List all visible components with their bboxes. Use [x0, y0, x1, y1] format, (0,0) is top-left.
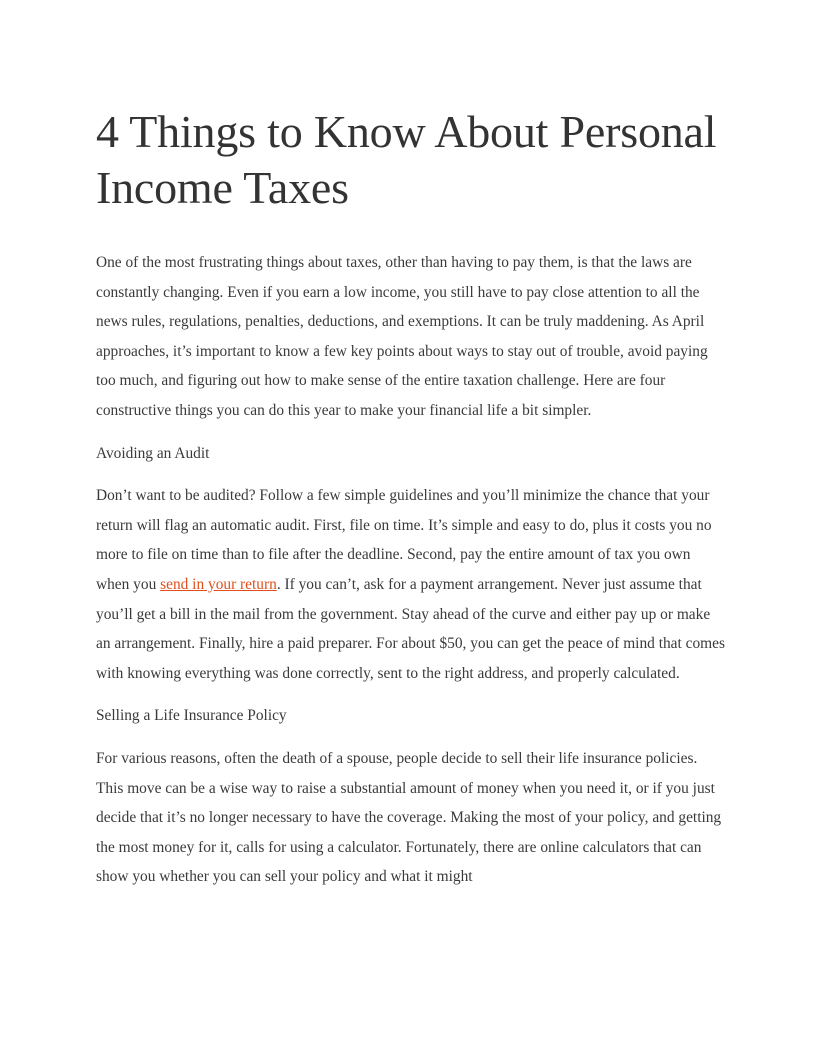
page-title: 4 Things to Know About Personal Income Taxes — [96, 106, 717, 213]
send-in-return-link[interactable]: send in your return — [160, 575, 277, 593]
section-body-life-insurance: For various reasons, often the death of a spouse, people decide to sell their life insurance policies. This move can be a wise way to raise a substantial amount of money when you need it, or if you just decide that it’s no longer necessary to have the coverage. Making the most of your policy, and getting the most money for it, calls for using a calculator. Fortunately, there are online calculators that can show you whether you can sell your policy and what it might — [96, 749, 722, 886]
section-heading-life-insurance: Selling a Life Insurance Policy — [96, 707, 287, 725]
section-heading-audit: Avoiding an Audit — [96, 444, 210, 462]
section-body-audit — [96, 481, 726, 688]
intro-paragraph: One of the most frustrating things about taxes, other than having to pay them, is that the laws are constantly changing. Even if you earn a low income, you still have to pay close attention to all the news rules, regulations, penalties, deductions, and exemptions. It can be truly maddening. As April approaches, it’s important to know a few key points about ways to stay out of trouble, avoid paying too much, and figuring out how to make sense of the entire taxation challenge. Here are four constructive things you can do this year to make your financial life a bit simpler. — [96, 254, 708, 419]
audit-text-after-link: . If you can’t, ask for a payment arrangement. Never just assume that you’ll get a bill in the mail from the government. Stay ahead of the curve and either pay up or make an arrangement. Finally, hire a paid preparer. For about $50, you can get the peace of mind that comes with knowing everything was done correctly, sent to the right address, and properly calculated. — [96, 575, 725, 682]
document-page — [96, 104, 726, 905]
audit-text-before-link: Don’t want to be audited? Follow a few simple guidelines and you’ll minimize the chance that your return will flag an automatic audit. First, file on time. It’s simple and easy to do, plus it costs you no more to file on time than to file after the deadline. Second, pay the entire amount of tax you own when you — [96, 487, 712, 593]
